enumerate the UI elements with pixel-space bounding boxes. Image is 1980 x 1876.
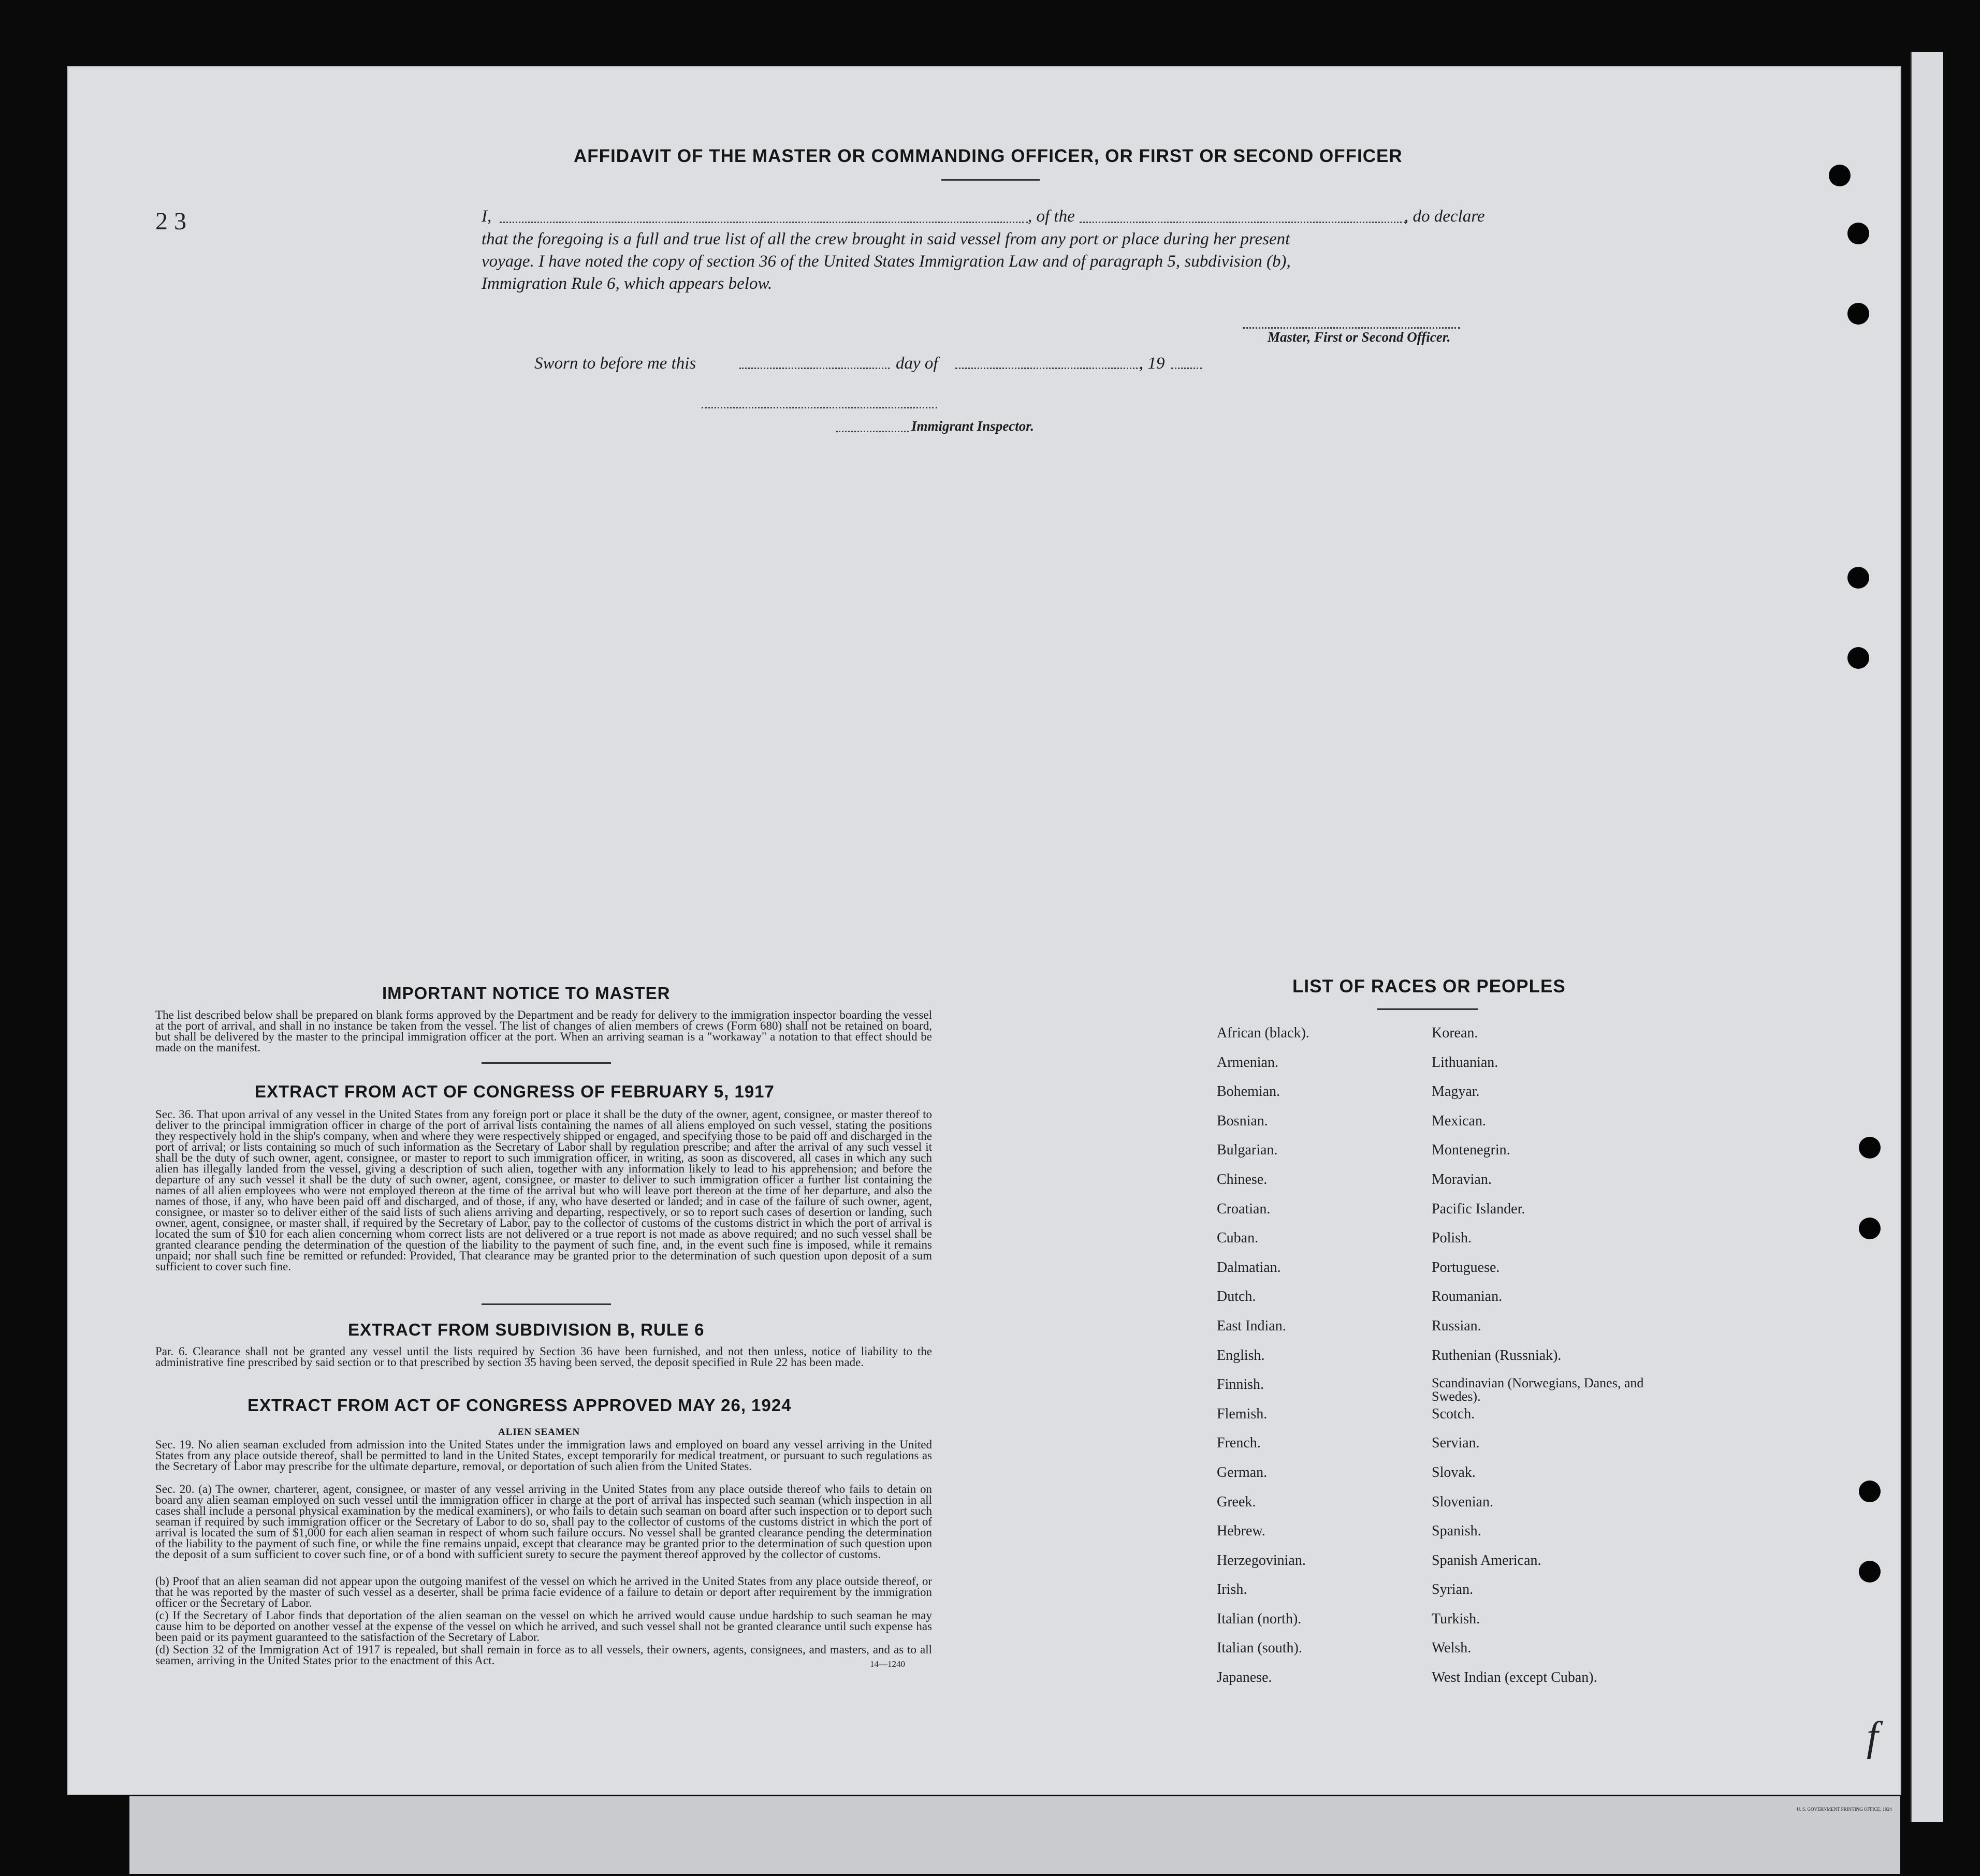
race-item: English. xyxy=(1217,1347,1265,1364)
race-item: Chinese. xyxy=(1217,1171,1268,1188)
binder-hole xyxy=(1859,1137,1881,1159)
race-item: Cuban. xyxy=(1217,1230,1259,1247)
lower-page-strip xyxy=(129,1796,1900,1874)
handwritten-mark: 2 3 xyxy=(155,208,186,235)
extract-1924-title: EXTRACT FROM ACT OF CONGRESS APPROVED MAY 26, 1924 xyxy=(248,1396,792,1415)
race-item: Lithuanian. xyxy=(1432,1054,1498,1071)
extract-1924-sec20c: (c) If the Secretary of Labor finds that deportation of the alien seaman on the vessel on which he arrived would cause undue hardship to such seaman he may cause him to be deported on another vessel at the expense of the vessel on which he arrived, and such vessel shall not be granted clearance until such expense has been paid or its payment guaranteed to the satisfaction of the Secretary of Labor. xyxy=(155,1609,932,1644)
race-item: Spanish American. xyxy=(1432,1552,1541,1569)
binder-hole xyxy=(1859,1481,1881,1502)
race-item: Greek. xyxy=(1217,1493,1256,1510)
race-item: Italian (north). xyxy=(1217,1610,1302,1627)
form-number: 14—1240 xyxy=(870,1659,905,1669)
inspector-signature-field[interactable] xyxy=(836,431,909,432)
race-item: Slovak. xyxy=(1432,1464,1476,1481)
race-item: Dutch. xyxy=(1217,1288,1256,1305)
race-item: Korean. xyxy=(1432,1025,1478,1041)
race-item: Croatian. xyxy=(1217,1200,1271,1217)
race-item: Herzegovinian. xyxy=(1217,1552,1306,1569)
extract-1924-sec20d: (d) Section 32 of the Immigration Act of 1917 is repealed, but shall remain in force as to all vessels, their owners, agents, consignees, and masters, and as to all seamen, arriving in the United States prior to the enactment of this Act. xyxy=(155,1643,932,1667)
race-item: Scotch. xyxy=(1432,1405,1475,1422)
race-item: Hebrew. xyxy=(1217,1523,1265,1540)
races-left-column xyxy=(1217,1025,1414,1699)
handwritten-mark: f xyxy=(1867,1714,1879,1760)
extract-rule6-text: Par. 6. Clearance shall not be granted any vessel until the lists required by Section 36 have been furnished, and not then unless, notice of liability to the administrative fine prescribed by said section or to that prescribed by section 35 having been served, the deposit specified in Rule 22 has been made. xyxy=(155,1345,932,1369)
race-item: Montenegrin. xyxy=(1432,1142,1510,1159)
vessel-name-field[interactable] xyxy=(1080,222,1406,223)
year-label: , 19 xyxy=(1139,354,1165,373)
binder-hole xyxy=(1847,647,1869,669)
race-item: French. xyxy=(1217,1435,1261,1452)
race-item: Italian (south). xyxy=(1217,1640,1302,1657)
race-item: Russian. xyxy=(1432,1317,1481,1334)
binder-edge xyxy=(1911,52,1943,1822)
master-signature-field[interactable] xyxy=(1243,327,1460,329)
race-item: Irish. xyxy=(1217,1581,1247,1598)
race-item: Turkish. xyxy=(1432,1610,1480,1627)
race-item: Servian. xyxy=(1432,1435,1480,1452)
binder-hole xyxy=(1847,223,1869,244)
sworn-day-field[interactable] xyxy=(739,368,890,369)
binder-hole xyxy=(1859,1561,1881,1582)
declarant-name-field[interactable] xyxy=(500,222,1028,223)
race-item: Finnish. xyxy=(1217,1376,1264,1393)
extract-1924-subtitle: ALIEN SEAMEN xyxy=(498,1427,580,1438)
affidavit-body-line: that the foregoing is a full and true list of all the crew brought in said vessel from any port or place during her present xyxy=(482,230,1290,248)
inspector-signature-field[interactable] xyxy=(702,407,937,408)
race-item: Magyar. xyxy=(1432,1083,1480,1100)
sworn-label: Sworn to before me this xyxy=(534,354,696,373)
affidavit-body-line: voyage. I have noted the copy of section 36 of the United States Immigration Law and of paragraph 5, subdivision (b), xyxy=(482,252,1291,271)
race-item: Armenian. xyxy=(1217,1054,1278,1071)
race-item: Spanish. xyxy=(1432,1523,1481,1540)
notice-title: IMPORTANT NOTICE TO MASTER xyxy=(382,984,671,1003)
extract-rule6-title: EXTRACT FROM SUBDIVISION B, RULE 6 xyxy=(348,1320,705,1339)
race-item: Polish. xyxy=(1432,1230,1472,1247)
race-item: Pacific Islander. xyxy=(1432,1200,1525,1217)
extract-1917-title: EXTRACT FROM ACT OF CONGRESS OF FEBRUARY 5, 1917 xyxy=(255,1082,775,1101)
affidavit-title: AFFIDAVIT OF THE MASTER OR COMMANDING OFFICER, OR FIRST OR SECOND OFFICER xyxy=(574,146,1403,166)
races-title: LIST OF RACES OR PEOPLES xyxy=(1292,976,1566,996)
race-item: Moravian. xyxy=(1432,1171,1492,1188)
title-rule xyxy=(941,179,1040,181)
race-item: Welsh. xyxy=(1432,1640,1472,1657)
race-item: Bohemian. xyxy=(1217,1083,1280,1100)
race-item: Syrian. xyxy=(1432,1581,1474,1598)
race-item: West Indian (except Cuban). xyxy=(1432,1669,1597,1686)
race-item: Scandinavian (Norwegians, Danes, and Swedes). xyxy=(1432,1375,1644,1404)
race-item: Roumanian. xyxy=(1432,1288,1503,1305)
binder-hole xyxy=(1847,567,1869,589)
inspector-label: Immigrant Inspector. xyxy=(911,418,1035,434)
extract-1917-text: Sec. 36. That upon arrival of any vessel in the United States from any foreign port or place it shall be the duty of the owner, agent, consignee, or master thereof to deliver to the principal immigration officer in charge of the port of arrival lists containing the names of all aliens employed on such vessel, stating the positions they respectively hold in the ship's company, when and where they were respectively shipped or engaged, and specifying those to be paid off and discharged in the port of arrival; or lists containing so much of such information as the Secretary of Labor shall by regulation prescribe; and after the arrival of any such vessel it shall be the duty of such owner, agent, consignee, or master to report to such immigration officer, in writing, as soon as discovered, all cases in which any such alien has illegally landed from the vessel, giving a description of such alien, together with any information likely to lead to his apprehension; and before the departure of any such vessel it shall be the duty of such owner, agent, consignee, or master to deliver to such immigration officer a further list containing the names of all alien employees who were not employed thereon at the time of the arrival but who will leave port thereon at the time of her departure, and also the names of those, if any, who have been paid off and discharged, and of those, if any, who have deserted or landed; and in case of the failure of such owner, agent, consignee, or master so to deliver either of the said lists of such aliens arriving and departing, respectively, or so to report such cases of desertion or landing, such owner, agent, consignee, or master shall, if required by the Secretary of Labor, pay to the collector of customs of the customs district in which the port of arrival is located the sum of $10 for each alien concerning whom correct lists are not delivered or a true report is not made as above required; and no such vessel shall be granted clearance pending the determination of the question of the liability to the payment of such fine, and, in the event such fine is imposed, while it remains unpaid; nor shall such fine be remitted or refunded: Provided, That clearance may be granted prior to the determination of such question upon deposit of a sum sufficient to cover such fine. xyxy=(155,1108,932,1273)
binder-hole xyxy=(1859,1218,1881,1239)
binder-hole xyxy=(1847,303,1869,325)
race-item: Ruthenian (Russniak). xyxy=(1432,1347,1562,1364)
of-the-label: , of the xyxy=(1028,207,1075,226)
races-right-column xyxy=(1432,1025,1649,1699)
declarant-label: I, xyxy=(482,207,492,226)
race-item: Bosnian. xyxy=(1217,1112,1268,1129)
section-rule xyxy=(482,1062,611,1064)
race-item: Mexican. xyxy=(1432,1112,1486,1129)
race-item: Portuguese. xyxy=(1432,1259,1500,1276)
printer-imprint: U. S. GOVERNMENT PRINTING OFFICE: 1924 xyxy=(1797,1807,1892,1812)
notice-text: The list described below shall be prepared on blank forms approved by the Department and be ready for delivery to the immigration inspector boarding the vessel at the port of arrival, and shall in no instance be taken from the vessel. The list of changes of alien members of crews (Form 680) shall not be retained on board, but shall be delivered by the master to the principal immigration officer at the port. When an arriving seaman is a "workaway" a notation to that effect should be made on the manifest. xyxy=(155,1008,932,1054)
race-item: Bulgarian. xyxy=(1217,1142,1278,1159)
race-item: Flemish. xyxy=(1217,1405,1268,1422)
binder-hole xyxy=(1829,165,1851,186)
race-item: Dalmatian. xyxy=(1217,1259,1281,1276)
race-item: Japanese. xyxy=(1217,1669,1272,1686)
extract-1924-sec20a: Sec. 20. (a) The owner, charterer, agent, consignee, or master of any vessel arriving in the United States from any place outside thereof who fails to detain on board any alien seaman employed on such vessel until the immigration officer in charge at the port of arrival has inspected such seaman (which inspection in all cases shall include a personal physical examination by the medical examiners), or who fails to detain such seaman on board after such inspection or to deport such seaman if required by such immigration officer or the Secretary of Labor to do so, shall pay to the collector of customs of the customs district in which the port of arrival is located the sum of $1,000 for each alien seaman in respect of whom such failure occurs. No vessel shall be granted clearance pending the determination of the liability to the payment of such fine, or while the fine remains unpaid, except that clearance may be granted prior to the determination of such question upon the deposit of a sum sufficient to cover such fine, or of a bond with sufficient surety to secure the payment thereof approved by the collector of customs. xyxy=(155,1483,932,1561)
races-rule xyxy=(1377,1008,1478,1010)
affidavit-body-line: Immigration Rule 6, which appears below. xyxy=(482,274,773,293)
do-declare-label: , do declare xyxy=(1404,207,1485,226)
race-item: Slovenian. xyxy=(1432,1493,1493,1510)
master-signature-label: Master, First or Second Officer. xyxy=(1268,329,1451,345)
sworn-month-field[interactable] xyxy=(955,368,1142,369)
sworn-year-field[interactable] xyxy=(1171,368,1202,369)
extract-1924-sec19: Sec. 19. No alien seaman excluded from admission into the United States under the immigration laws and employed on board any vessel arriving in the United States from any place outside thereof, shall be permitted to land in the United States, except temporarily for medical treatment, or pursuant to such regulations as the Secretary of Labor may prescribe for the ultimate departure, removal, or deportation of such alien from the United States. xyxy=(155,1438,932,1473)
race-item: German. xyxy=(1217,1464,1268,1481)
day-of-label: day of xyxy=(896,354,938,373)
race-item: East Indian. xyxy=(1217,1317,1286,1334)
section-rule xyxy=(482,1303,611,1305)
extract-1924-sec20b: (b) Proof that an alien seaman did not appear upon the outgoing manifest of the vessel on which he arrived in the United States from any place outside thereof, or that he was reported by the master of such vessel as a deserter, shall be prima facie evidence of a failure to detain or deport after requirement by the immigration officer or the Secretary of Labor. xyxy=(155,1575,932,1609)
race-item: African (black). xyxy=(1217,1025,1309,1041)
